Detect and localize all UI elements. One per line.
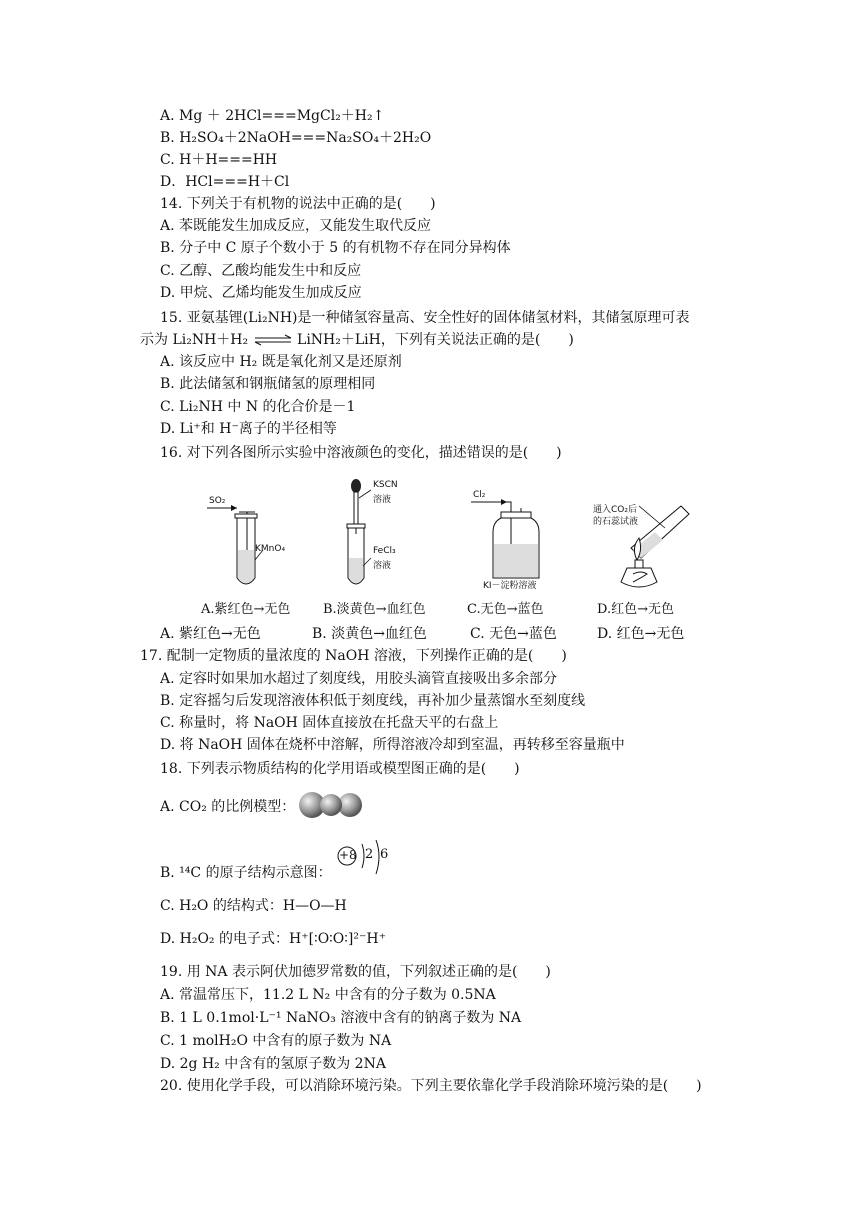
fig-label-fecl3-1: FeCl₃ [373,546,396,556]
co2-space-filling-model-icon [298,790,366,820]
q19-option-a: A. 常温常压下，11.2 L N₂ 中含有的分子数为 0.5NA [160,987,496,1003]
q13-option-d: D．HCl===H＋Cl [160,174,290,190]
fig-label-co2-1: 通入CO₂后 [593,505,637,515]
equilibrium-arrow-icon [253,334,293,346]
q15-equation-right: LiNH₂＋LiH，下列有关说法正确的是( ) [297,332,574,348]
q17-option-a: A. 定容时如果加水超过了刻度线，用胶头滴管直接吸出多余部分 [160,671,558,687]
atomic-structure-diagram [300,834,392,882]
q16-option-b: B. 淡黄色→血红色 [312,626,427,642]
q15-option-a: A. 该反应中 H₂ 既是氧化剂又是还原剂 [160,354,402,370]
q15-stem-line1: 15. 亚氨基锂(Li₂NH)是一种储氢容量高、安全性好的固体储氢材料，其储氢原理可表 [160,310,690,326]
q13-option-b: B. H₂SO₄＋2NaOH===Na₂SO₄＋2H₂O [160,130,432,146]
q15-equation-left: 示为 Li₂NH＋H₂ [140,332,249,348]
q16-option-d: D. 红色→无色 [597,626,685,642]
q14-stem: 14. 下列关于有机物的说法中正确的是( ) [160,196,436,212]
q19-option-d: D. 2g H₂ 中含有的氢原子数为 2NA [160,1056,386,1072]
fig-label-cl2: Cl₂ [473,490,486,500]
fig-label-kscn-2: 溶液 [373,495,392,505]
q17-option-c: C. 称量时，将 NaOH 固体直接放在托盘天平的右盘上 [160,715,499,731]
q13-option-a: A. Mg ＋ 2HCl===MgCl₂＋H₂↑ [160,108,385,124]
fig-label-kmno4: KMnO₄ [255,544,286,554]
q19-option-c: C. 1 molH₂O 中含有的原子数为 NA [160,1033,392,1049]
q14-option-b: B. 分子中 C 原子个数小于 5 的有机物不存在同分异构体 [160,240,511,256]
q17-option-d: D. 将 NaOH 固体在烧杯中溶解，所得溶液冷却到室温，再转移至容量瓶中 [160,737,625,753]
q18-option-b: B. ¹⁴C 的原子结构示意图： [160,865,332,881]
q16-stem: 16. 对下列各图所示实验中溶液颜色的变化，描述错误的是( ) [160,445,562,461]
fig-label-fecl3-2: 溶液 [373,561,392,571]
q17-stem: 17. 配制一定物质的量浓度的 NaOH 溶液，下列操作正确的是( ) [140,648,567,664]
q18-stem: 18. 下列表示物质结构的化学用语或模型图正确的是( ) [160,761,520,777]
q18-option-a: A. CO₂ 的比例模型： [160,799,296,815]
q15-option-b: B. 此法储氢和钢瓶储氢的原理相同 [160,376,376,392]
q14-option-a: A. 苯既能发生加成反应，又能发生取代反应 [160,218,432,234]
q16-experiment-figure [195,478,715,620]
q17-option-b: B. 定容摇匀后发现溶液体积低于刻度线，再补加少量蒸馏水至刻度线 [160,693,586,709]
q15-option-d: D. Li⁺和 H⁻离子的半径相等 [160,421,337,437]
q16-option-a: A. 紫红色→无色 [160,626,261,642]
gas-bottle-c-icon [471,499,539,578]
fig-label-so2: SO₂ [209,496,226,506]
q15-option-c: C. Li₂NH 中 N 的化合价是－1 [160,399,356,415]
test-tube-b-icon [347,479,371,584]
fig-caption-a: A.紫红色→无色 [201,602,291,617]
atom-nucleus: +8 [339,848,357,862]
q18-option-c: C. H₂O 的结构式：H—O—H [160,898,347,914]
fig-caption-b: B.淡黄色→血红色 [323,602,426,617]
fig-label-co2-2: 的石蕊试液 [593,517,639,527]
q19-option-b: B. 1 L 0.1mol·L⁻¹ NaNO₃ 溶液中含有的钠离子数为 NA [160,1010,522,1026]
fig-label-ki: KI－淀粉溶液 [483,581,537,591]
q19-stem: 19. 用 NA 表示阿伏加德罗常数的值，下列叙述正确的是( ) [160,964,551,980]
q16-option-c: C. 无色→蓝色 [470,626,557,642]
q14-option-c: C. 乙醇、乙酸均能发生中和反应 [160,263,362,279]
fig-label-kscn-1: KSCN [373,480,398,490]
fig-caption-d: D.红色→无色 [597,602,674,617]
q13-option-c: C. H＋H===HH [160,152,278,168]
q20-stem: 20. 使用化学手段，可以消除环境污染。下列主要依靠化学手段消除环境污染的是( ) [160,1078,702,1094]
atom-shell-2: 6 [380,847,389,862]
atom-shell-1: 2 [365,847,374,862]
fig-caption-c: C.无色→蓝色 [467,602,544,617]
q18-option-d: D. H₂O₂ 的电子式：H⁺[∶O∶O∶]²⁻H⁺ [160,931,386,947]
q14-option-d: D. 甲烷、乙烯均能发生加成反应 [160,285,362,301]
q15-stem-line2 [140,330,574,350]
